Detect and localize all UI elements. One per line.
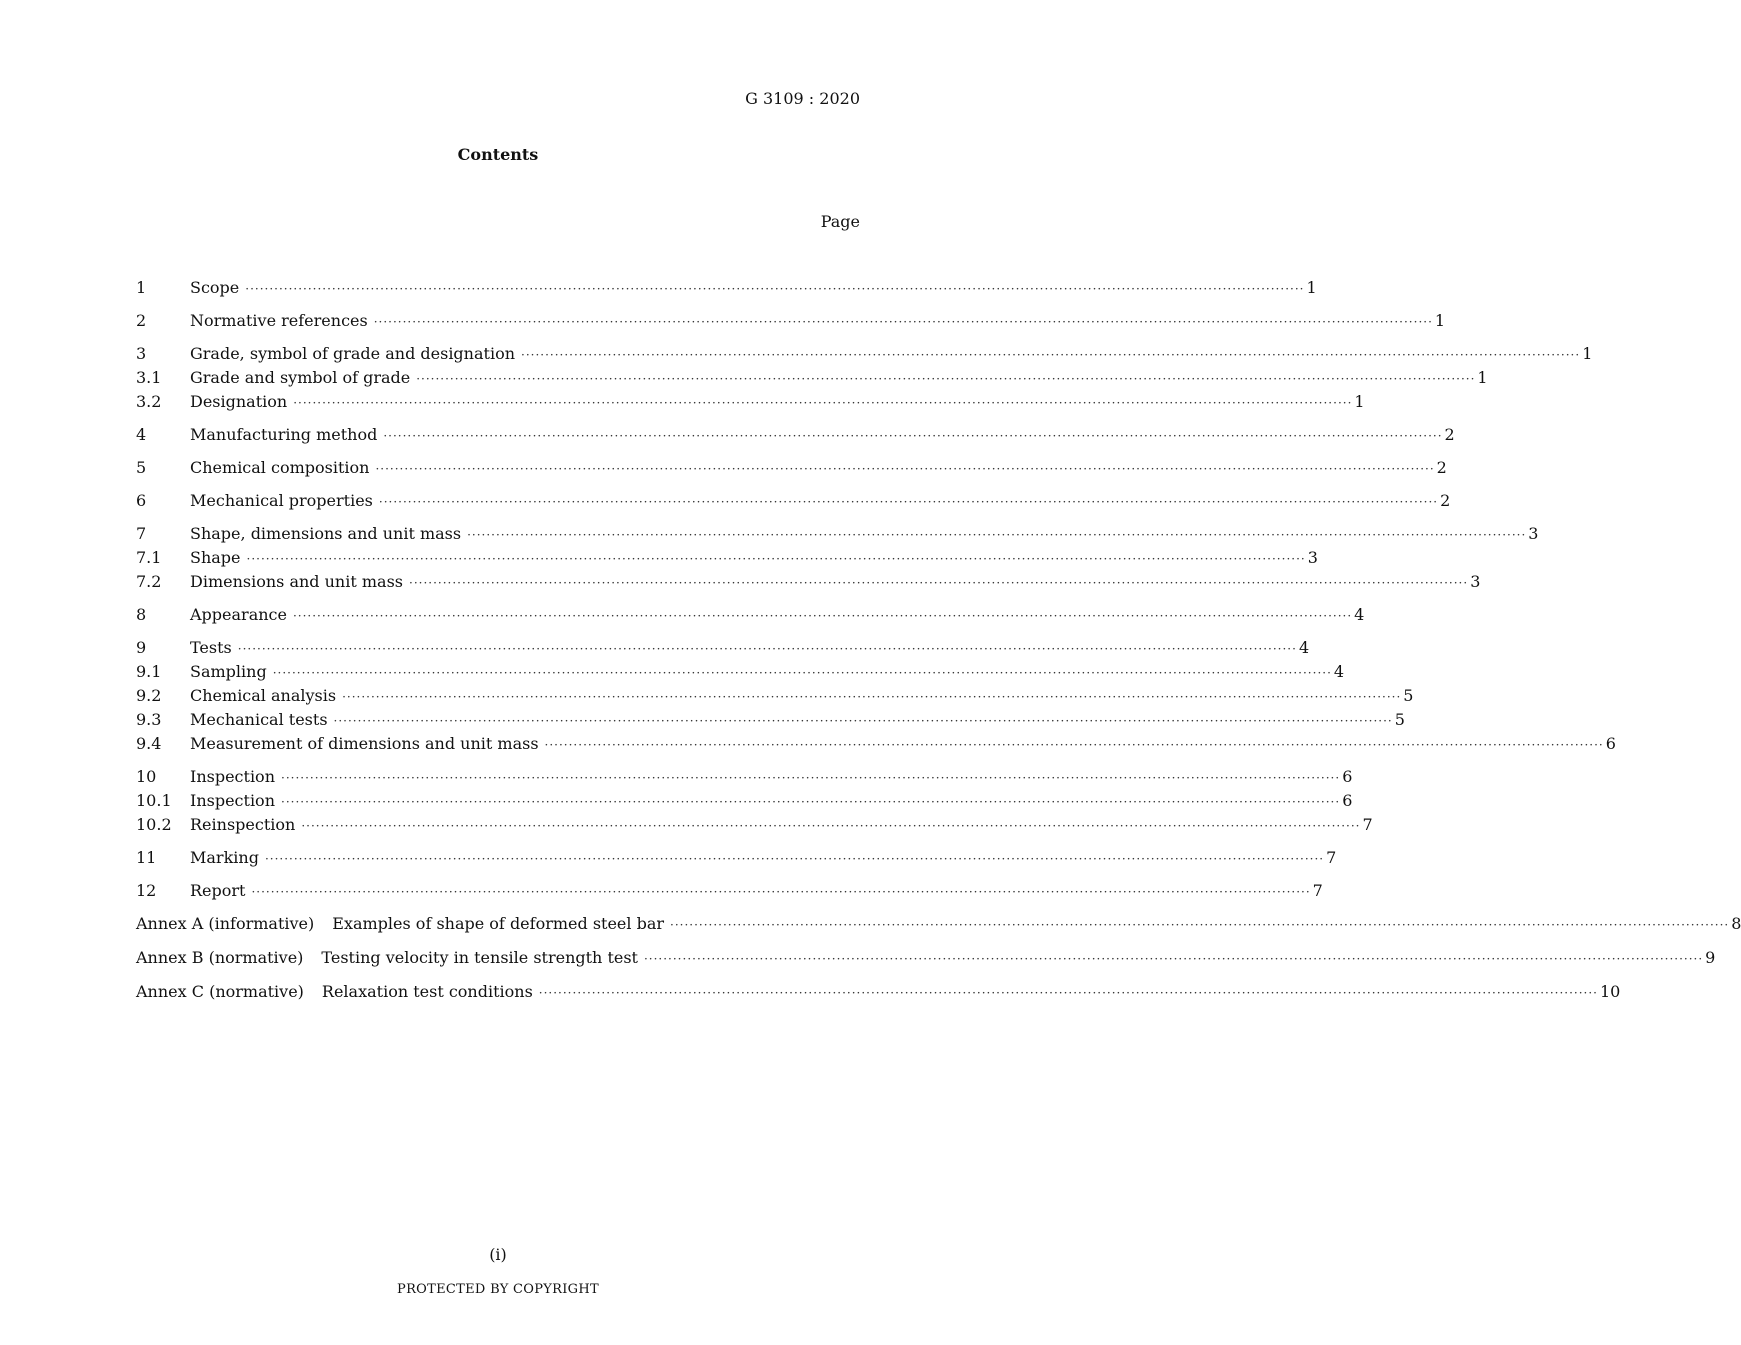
toc-dot-leader: ···························································································································································································································· [237, 642, 1297, 656]
table-of-contents [136, 276, 1741, 1014]
toc-entry-number: 9.4 [136, 734, 162, 753]
toc-entry-number: 9.2 [136, 686, 162, 705]
toc-dot-leader: ···························································································································································································································· [538, 986, 1598, 1000]
toc-entry-title: Scope [190, 278, 240, 297]
toc-entry-number: 3.1 [136, 368, 162, 387]
toc-entry-page: 1 [1354, 392, 1365, 411]
toc-entry-title: Appearance [190, 605, 287, 624]
toc-group [136, 522, 1539, 594]
toc-entry-number: 9.3 [136, 710, 162, 729]
toc-entry-page: 3 [1307, 548, 1318, 567]
toc-entry-page: 5 [1403, 686, 1414, 705]
toc-entry[interactable] [136, 366, 1488, 390]
toc-entry-number: 5 [136, 458, 147, 477]
toc-entry-number: 8 [136, 605, 147, 624]
toc-entry-page: 1 [1306, 278, 1317, 297]
toc-entry-number: 12 [136, 881, 157, 900]
toc-entry[interactable] [136, 423, 1455, 447]
toc-dot-leader: ···························································································································································································································· [375, 462, 1435, 476]
toc-entry-number: 4 [136, 425, 147, 444]
toc-entry-title: Marking [190, 848, 259, 867]
toc-dot-leader: ···························································································································································································································· [409, 576, 1469, 590]
toc-dot-leader: ···························································································································································································································· [281, 771, 1341, 785]
toc-entry-page: 1 [1477, 368, 1488, 387]
toc-entry-page: 4 [1333, 662, 1345, 681]
toc-entry-number: 3.2 [136, 392, 162, 411]
toc-group [136, 309, 1446, 333]
toc-entry-number: 10.1 [136, 791, 172, 810]
toc-annex-page: 10 [1599, 982, 1621, 1001]
toc-entry-page: 7 [1312, 881, 1323, 900]
toc-entry-number: 3 [136, 344, 147, 363]
toc-entry[interactable] [136, 846, 1337, 870]
toc-entry-title: Tests [190, 638, 232, 657]
toc-annex-group [136, 946, 1716, 970]
toc-group [136, 456, 1447, 480]
toc-dot-leader: ···························································································································································································································· [373, 315, 1433, 329]
toc-dot-leader: ···························································································································································································································· [246, 552, 1306, 566]
toc-dot-leader: ···························································································································································································································· [383, 429, 1443, 443]
page-column-label: Page [820, 212, 860, 231]
toc-dot-leader: ···························································································································································································································· [251, 885, 1311, 899]
toc-entry[interactable] [136, 522, 1539, 546]
toc-group [136, 603, 1365, 627]
toc-dot-leader: ···························································································································································································································· [416, 372, 1476, 386]
toc-group [136, 765, 1373, 837]
toc-entry[interactable] [136, 489, 1451, 513]
page-title: Contents [457, 145, 539, 164]
toc-dot-leader: ···························································································································································································································· [264, 852, 1325, 866]
toc-entry-number: 9.1 [136, 662, 162, 681]
toc-entry-title: Inspection [190, 767, 275, 786]
toc-entry[interactable] [136, 708, 1405, 732]
toc-entry-title: Chemical composition [190, 458, 370, 477]
toc-entry[interactable] [136, 456, 1447, 480]
toc-entry-number: 7 [136, 524, 147, 543]
toc-entry-number: 7.1 [136, 548, 162, 567]
toc-group [136, 423, 1455, 447]
toc-entry[interactable] [136, 879, 1323, 903]
toc-entry-title: Grade, symbol of grade and designation [190, 344, 515, 363]
toc-dot-leader: ···························································································································································································································· [544, 738, 1604, 752]
toc-entry-number: 2 [136, 311, 147, 330]
toc-group [136, 636, 1616, 756]
toc-dot-leader: ···························································································································································································································· [281, 795, 1341, 809]
toc-group [136, 276, 1317, 300]
toc-entry-number: 10 [136, 767, 157, 786]
toc-annex-entry[interactable] [136, 980, 1621, 1004]
toc-annex-title: Examples of shape of deformed steel bar [332, 914, 665, 933]
toc-dot-leader: ···························································································································································································································· [467, 528, 1527, 542]
toc-annex-label: Annex B (normative) [136, 948, 304, 967]
toc-entry-number: 9 [136, 638, 147, 657]
toc-dot-leader: ···························································································································································································································· [521, 348, 1581, 362]
toc-entry-page: 6 [1605, 734, 1616, 753]
toc-annex-page: 9 [1705, 948, 1716, 967]
toc-annex-group [136, 980, 1621, 1004]
toc-entry-title: Shape [190, 548, 241, 567]
toc-entry-page: 2 [1440, 491, 1451, 510]
toc-entry-title: Reinspection [190, 815, 296, 834]
toc-entry-title: Measurement of dimensions and unit mass [190, 734, 539, 753]
toc-entry-page: 7 [1326, 848, 1337, 867]
toc-group [136, 489, 1451, 513]
toc-entry-title: Report [190, 881, 246, 900]
toc-entry[interactable] [136, 789, 1353, 813]
toc-entry-page: 4 [1354, 605, 1365, 624]
toc-entry-page: 6 [1342, 791, 1353, 810]
toc-annex-entry[interactable] [136, 946, 1716, 970]
toc-entry-title: Mechanical tests [190, 710, 328, 729]
toc-dot-leader: ···························································································································································································································· [272, 666, 1332, 680]
toc-entry-number: 10.2 [136, 815, 172, 834]
toc-entry-page: 3 [1470, 572, 1481, 591]
toc-entry-page: 1 [1434, 311, 1446, 330]
toc-entry-page: 3 [1528, 524, 1539, 543]
toc-entry-title: Chemical analysis [190, 686, 337, 705]
toc-dot-leader: ···························································································································································································································· [292, 609, 1353, 623]
toc-entry-page: 5 [1394, 710, 1405, 729]
toc-entry[interactable] [136, 660, 1345, 684]
toc-entry[interactable] [136, 546, 1318, 570]
toc-entry-title: Manufacturing method [190, 425, 378, 444]
toc-entry-title: Shape, dimensions and unit mass [190, 524, 462, 543]
standard-number: G 3109 : 2020 [745, 89, 860, 108]
toc-annex-entry[interactable] [136, 912, 1741, 936]
toc-entry-page: 2 [1444, 425, 1455, 444]
toc-annex-label: Annex A (informative) [136, 914, 315, 933]
toc-dot-leader: ···························································································································································································································· [378, 495, 1439, 509]
toc-annex-title: Relaxation test conditions [321, 982, 533, 1001]
toc-group [136, 342, 1593, 414]
toc-dot-leader: ···························································································································································································································· [333, 714, 1393, 728]
toc-entry-page: 2 [1436, 458, 1447, 477]
toc-entry-page: 7 [1362, 815, 1373, 834]
toc-entry-number: 6 [136, 491, 147, 510]
toc-dot-leader: ···························································································································································································································· [342, 690, 1402, 704]
toc-entry-title: Normative references [190, 311, 368, 330]
toc-entry[interactable] [136, 342, 1593, 366]
toc-entry-page: 6 [1342, 767, 1353, 786]
toc-entry-number: 11 [136, 848, 157, 867]
toc-annex-page: 8 [1731, 914, 1741, 933]
toc-entry-title: Grade and symbol of grade [190, 368, 411, 387]
toc-entry-title: Dimensions and unit mass [190, 572, 403, 591]
toc-group [136, 846, 1337, 870]
toc-entry[interactable] [136, 390, 1365, 414]
toc-entry[interactable] [136, 309, 1446, 333]
toc-entry-number: 7.2 [136, 572, 162, 591]
toc-entry[interactable] [136, 813, 1373, 837]
toc-entry-title: Designation [190, 392, 288, 411]
page-number: (i) [489, 1245, 507, 1264]
toc-annex-group [136, 912, 1741, 936]
toc-dot-leader: ···························································································································································································································· [245, 282, 1305, 296]
toc-entry-page: 4 [1298, 638, 1310, 657]
toc-annex-title: Testing velocity in tensile strength test [321, 948, 638, 967]
toc-entry-title: Sampling [190, 662, 267, 681]
toc-dot-leader: ···························································································································································································································· [670, 918, 1730, 932]
toc-entry-title: Inspection [190, 791, 275, 810]
toc-entry[interactable] [136, 636, 1310, 660]
toc-entry[interactable] [136, 732, 1616, 756]
toc-group [136, 879, 1323, 903]
copyright-notice: PROTECTED BY COPYRIGHT [397, 1282, 599, 1297]
toc-entry[interactable] [136, 276, 1317, 300]
toc-entry[interactable] [136, 603, 1365, 627]
toc-entry[interactable] [136, 765, 1353, 789]
toc-dot-leader: ···························································································································································································································· [293, 396, 1353, 410]
toc-dot-leader: ···························································································································································································································· [301, 819, 1361, 833]
toc-entry-title: Mechanical properties [190, 491, 373, 510]
toc-entry-page: 1 [1582, 344, 1593, 363]
toc-entry[interactable] [136, 684, 1414, 708]
toc-annex-label: Annex C (normative) [136, 982, 304, 1001]
toc-entry[interactable] [136, 570, 1481, 594]
toc-entry-number: 1 [136, 278, 147, 297]
toc-dot-leader: ···························································································································································································································· [643, 952, 1704, 966]
